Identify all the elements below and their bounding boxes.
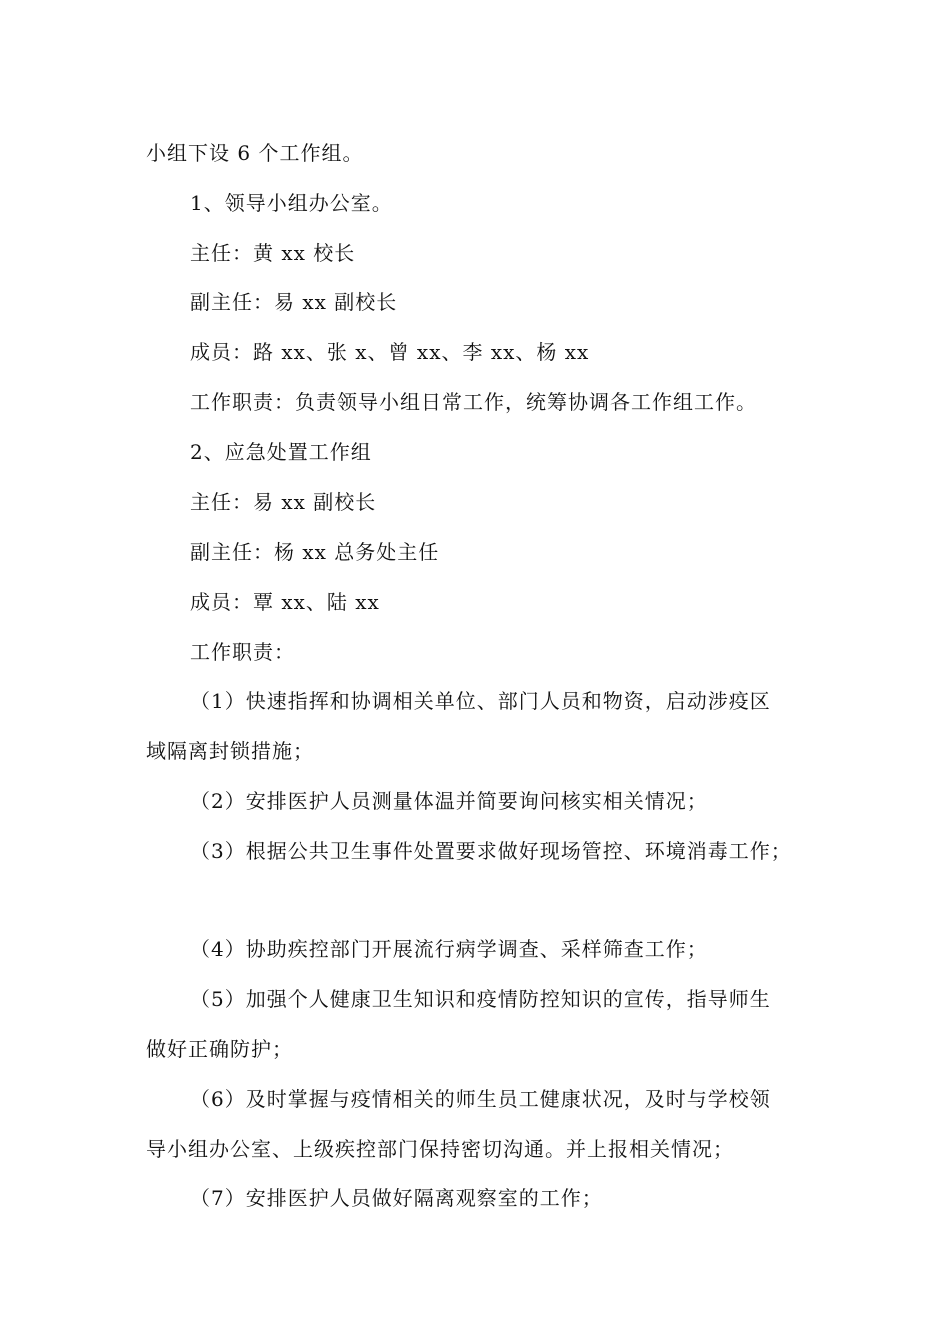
paragraph-line: 工作职责：负责领导小组日常工作，统筹协调各工作组工作。 (190, 390, 757, 414)
paragraph-line: 工作职责： (190, 640, 295, 664)
paragraph-line: 副主任：易 xx 副校长 (190, 290, 398, 314)
list-item: （1）快速指挥和协调相关单位、部门人员和物资，启动涉疫区 (190, 689, 771, 713)
paragraph-line: 成员：覃 xx、陆 xx (190, 590, 380, 614)
list-item: （5）加强个人健康卫生知识和疫情防控知识的宣传，指导师生 (190, 987, 771, 1011)
list-item-continuation: 导小组办公室、上级疾控部门保持密切沟通。并上报相关情况； (146, 1137, 734, 1161)
list-item: （2）安排医护人员测量体温并简要询问核实相关情况； (190, 789, 708, 813)
paragraph-line: 主任：黄 xx 校长 (190, 241, 356, 265)
paragraph-line: 小组下设 6 个工作组。 (146, 141, 364, 165)
paragraph-line: 成员：路 xx、张 x、曾 xx、李 xx、杨 xx (190, 340, 590, 364)
list-item: （7）安排医护人员做好隔离观察室的工作； (190, 1186, 603, 1210)
section-heading: 1、领导小组办公室。 (190, 191, 393, 215)
list-item-continuation: 域隔离封锁措施； (146, 739, 314, 763)
section-heading: 2、应急处置工作组 (190, 440, 372, 464)
paragraph-line: 副主任：杨 xx 总务处主任 (190, 540, 440, 564)
paragraph-line: 主任：易 xx 副校长 (190, 490, 377, 514)
list-item: （3）根据公共卫生事件处置要求做好现场管控、环境消毒工作； (190, 839, 792, 863)
list-item: （6）及时掌握与疫情相关的师生员工健康状况，及时与学校领 (190, 1087, 771, 1111)
list-item-continuation: 做好正确防护； (146, 1037, 293, 1061)
list-item: （4）协助疾控部门开展流行病学调查、采样筛查工作； (190, 937, 708, 961)
